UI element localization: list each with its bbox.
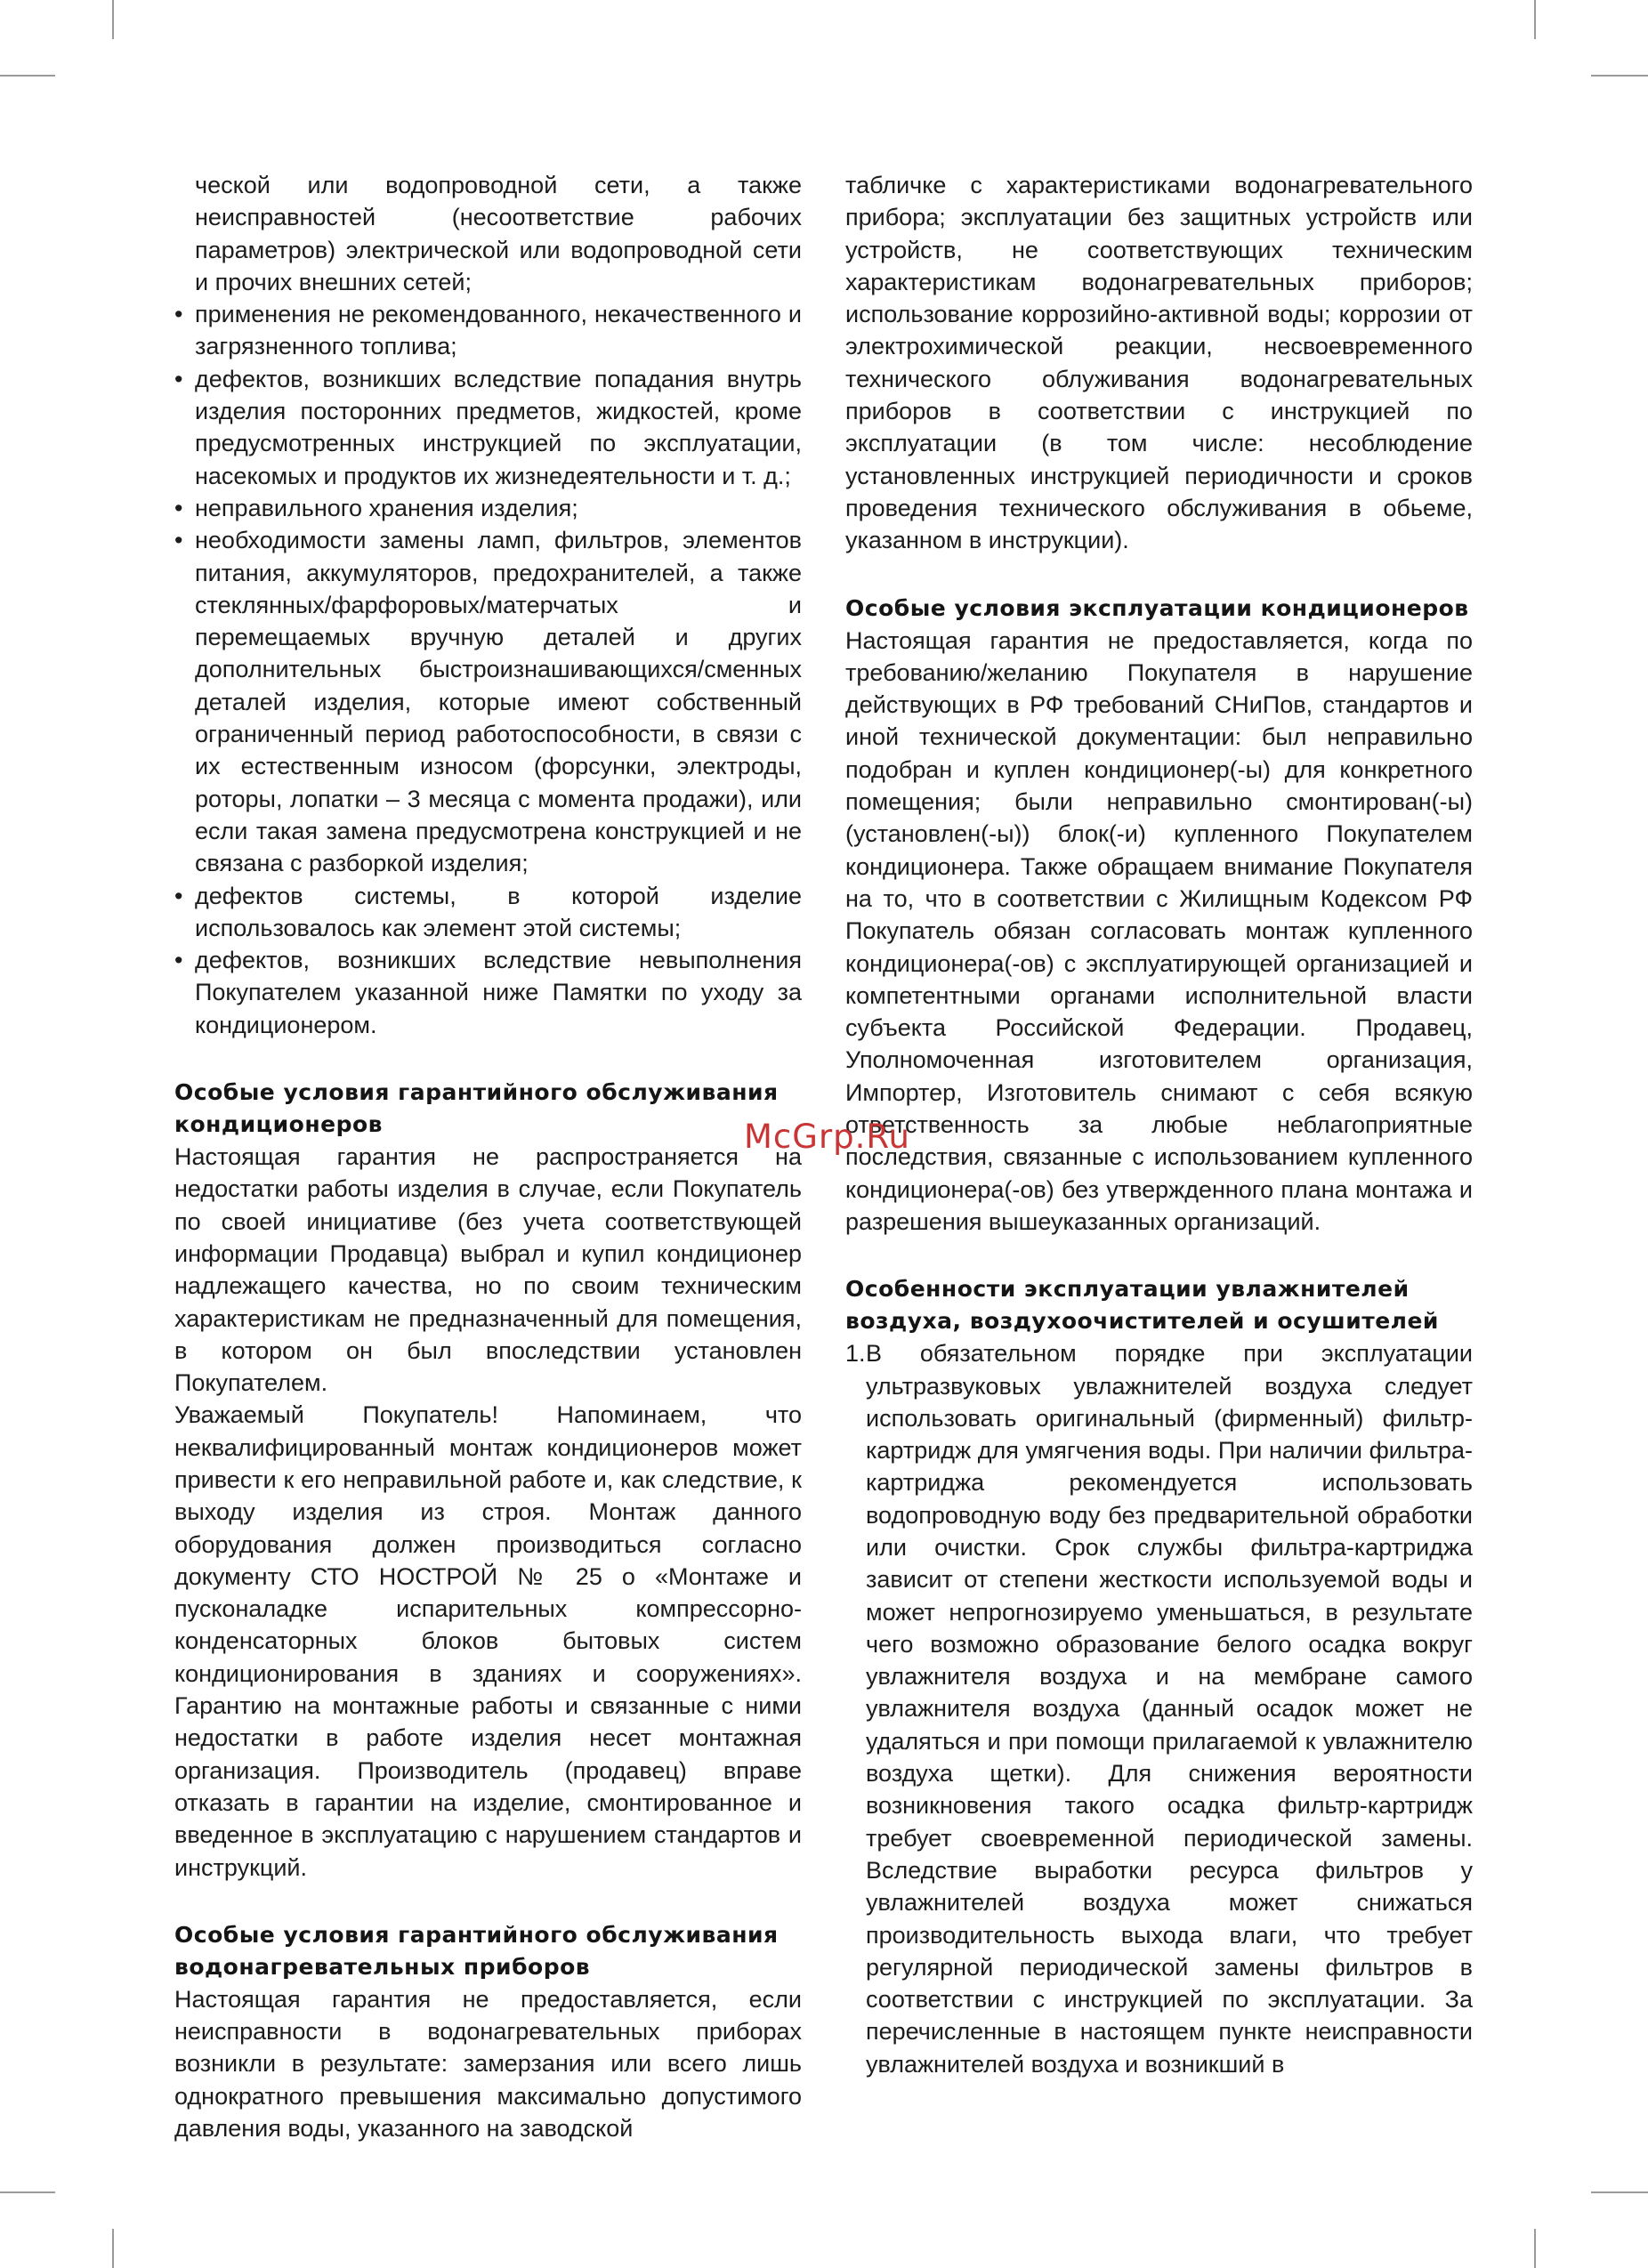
list-item: • дефектов, возникших вследствие попадания внутрь изделия посторонних предметов, жидкостей, кроме предусмотренных инструкцией по эксплуатации, насекомых и продуктов их жизнедеятельности и т. д.; [174,363,802,492]
section-heading-ac-operation: Особые условия эксплуатации кондиционеров [845,594,1469,621]
list-item: • неправильного хранения изделия; [174,492,802,524]
list-item [845,1337,1473,2080]
section-heading-water-heater-warranty: Особые условия гарантийного обслуживания водонагревательных приборов [174,1921,779,1980]
section-heading-humidifiers: Особенности эксплуатации увлажнителей воздуха, воздухоочистителей и осушителей [845,1276,1439,1335]
left-intro-text: ческой или водопроводной сети, а также неисправностей (несоответствие рабочих параметров) электрической или водопроводной сети и прочих внешних сетей; [195,172,802,295]
list-item: • дефектов, возникших вследствие невыполнения Покупателем указанной ниже Памятки по уходу за кондиционером. [174,944,802,1041]
list-item-text: В обязательном порядке при эксплуатации ультразвуковых увлажнителей воздуха следует использовать оригинальный (фирменный) фильтр-картридж для умягчения воды. При наличии фильтра-картриджа рекомендуется использовать водопроводную воду без предварительной обработки или очистки. Срок службы фильтра-картриджа зависит от степени жесткости используемой воды и может непрогнозируемо уменьшаться, в результате чего возможно образование белого осадка вокруг увлажнителя воздуха и на мембране самого увлажнителя воздуха (данный осадок может не удаляться и при помощи прилагаемой к увлажнителю воздуха щетки). Для снижения вероятности возникновения такого осадка фильтр-картридж требует своевременной периодической замены. Вследствие выработки ресурса фильтров у увлажнителей воздуха может снижаться производительность выхода влаги, что требует регулярной периодической замены фильтров в соответствии с инструкцией по эксплуатации. За перечисленные в настоящем пункте неисправности увлажнителей воздуха и возникший в [866,1340,1473,2078]
right-column [845,169,1473,2080]
paragraph: Настоящая гарантия не предоставляется, когда по требованию/желанию Покупателя в нарушение действующих в РФ требований СНиПов, стандартов и иной технической документации: был неправильно подобран и куплен кондиционер(-ы) для конкретного помещения; были неправильно смонтирован(-ы) (установлен(-ы)) блок(-и) купленного Покупателем кондиционера. Также обращаем внимание Покупателя на то, что в соответствии с Жилищным Кодексом РФ Покупатель обязан согласовать монтаж купленного кондиционера(-ов) с эксплуатирующей организацией и компетентными органами исполнительной власти субъекта Российской Федерации. Продавец, Уполномоченная изготовителем организация, Импортер, Изготовитель снимают с себя всякую ответственность за любые неблагоприятные последствия, связанные с использованием купленного кондиционера(-ов) без утвержденного плана монтажа и разрешения вышеуказанных организаций. [845,626,1473,1235]
exclusions-list [174,298,802,1041]
numbered-list [845,1337,1473,2080]
section-heading-ac-warranty: Особые условия гарантийного обслуживания кондиционеров [174,1079,779,1138]
left-column [174,169,802,2144]
paragraph: Уважаемый Покупатель! Напоминаем, что неквалифицированный монтаж кондиционеров может привести к его неправильной работе и, как следствие, к выходу изделия из строя. Монтаж данного оборудования должен производиться согласно документу СТО НОСТРОЙ № 25 о «Монтаже и пусконаладке испарительных компрессорно-конденсаторных блоков бытовых систем кондиционирования в зданиях и сооружениях». Гарантию на монтажные работы и связанные с ними недостатки в работе изделия несет монтажная организация. Производитель (продавец) вправе отказать в гарантии на изделие, смонтированное и введенное в эксплуатацию с нарушением стандартов и инструкций. [174,1401,802,1881]
paragraph: Настоящая гарантия не предоставляется, если неисправности в водонагревательных приборах возникли в результате: замерзания или всего лишь однократного превышения максимально допустимого давления воды, указанного на заводской [174,1985,802,2143]
list-item: • дефектов системы, в которой изделие использовалось как элемент этой системы; [174,880,802,945]
watermark-logo: McGrp.Ru [744,1118,910,1156]
list-item: • необходимости замены ламп, фильтров, элементов питания, аккумуляторов, предохранителей, а также стеклянных/фарфоровых/матерчатых и перемещаемых вручную деталей и других дополнительных быстроизнашивающихся/сменных деталей изделия, которые имеют собственный ограниченный период работоспособности, в связи с их естественным износом (форсунки, электроды, роторы, лопатки – 3 месяца с момента продажи), или если такая замена предусмотрена конструкцией и не связана с разборкой изделия; [174,524,802,879]
right-intro-text: табличке с характеристиками водонагревательного прибора; эксплуатации без защитных устройств или устройств, не соответствующих техническим характеристикам водонагревательных приборов; использование коррозийно-активной воды; коррозии от электрохимической реакции, несвоевременного технического облуживания водонагревательных приборов в соответствии с инструкцией по эксплуатации (в том числе: несоблюдение установленных инструкцией периодичности и сроков проведения технического обслуживания в обьеме, указанном в инструкции). [845,172,1473,554]
list-item: • применения не рекомендованного, некачественного и загрязненного топлива; [174,298,802,363]
list-number: 1. [845,1340,866,1368]
paragraph: Настоящая гарантия не распространяется на недостатки работы изделия в случае, если Покупатель по своей инициативе (без учета соответствующей информации Продавца) выбрал и купил кондиционер надлежащего качества, но по своим техническим характеристикам не предназначенный для помещения, в котором он был впоследствии установлен Покупателем. [174,1143,802,1397]
